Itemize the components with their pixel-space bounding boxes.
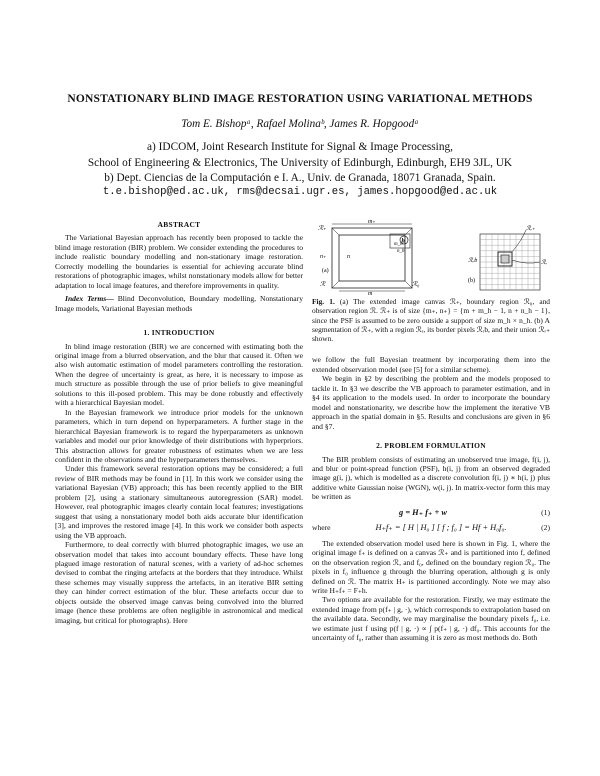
canvas-outer-rect [332, 228, 412, 288]
intro-paragraph-2: In the Bayesian framework we introduce prior models for the unknown parameters, which in turn depend on hyperparameters. A further stage in the hierarchical Bayesian framework is to regard the hyperparameters as unknown variables and model our prior knowledge of their distributions with hyperpriors. This abstraction allows for greater robustness of estimates when we are less confident in the observations and the hyperparameters themselves. [55, 407, 303, 464]
equation-1 [312, 508, 550, 517]
n-plus-label: n₊ [320, 254, 327, 260]
psf-label: h [401, 238, 405, 245]
figure-1-caption [312, 297, 550, 343]
intro-paragraph-3: Under this framework several restoration options may be considered; a full review of BIR methods may be found in [1]. In this work we consider using the variational Bayesian (VB) approach; this has been recently applied to the BIR problem [2], using a stationary simultaneous autoregression (SAR) model. However, real photographic images clearly contain local features; investigations suggest that using a nonstationary model both aids accurate blur identification [3], and improves the restored image [4]. In this work we consider both aspects using the VB approach. [55, 464, 303, 540]
index-terms-text: Blind Deconvolution, Boundary modelling, Nonstationary Image models, Variational Bayesian methods [55, 294, 303, 313]
r0-label: ℛ₀ [412, 281, 420, 288]
equation-1-body: g = H₊ f₊ + w [399, 507, 447, 517]
equation-1-number: (1) [541, 507, 550, 517]
r-plus-label: ℛ₊ [318, 225, 327, 232]
figure-1 [312, 220, 550, 295]
intro-paragraph-4: Furthermore, to deal correctly with blurred photographic images, we use an observation model that takes into account boundary effects. These have long plagued image restoration of natural scenes, with a variety of ad-hoc schemes devised to combat the ringing artefacts at the borders that they introduce. Whilst these schemes may visually suppress the artefacts, in an iterative BIR setting they can hinder correct estimation of the blur. These artefacts occur due to objects outside the observed image canvas being convolved into the blurred image (hence these problems are often negligible in astronomical and medical imaging, but critical for photographs). Here [55, 540, 303, 625]
caption-label: Fig. 1. [312, 297, 335, 306]
equation-2-where: where [312, 523, 331, 533]
rr-pointer [512, 260, 540, 263]
equation-2 [312, 523, 550, 532]
m-plus-label: m₊ [368, 220, 376, 225]
mh-label: m_h [394, 242, 403, 247]
corner-diagonal-bl [332, 281, 339, 288]
segmentation-grid [480, 234, 540, 290]
right-paragraph-3: The BIR problem consists of estimating an unobserved true image, f(i, j), and blur or point-spread function (PSF), h(i, j) from an observed degraded image g(i, j), which is modelled as a discrete convolution f(i, j) ∗ h(i, j) plus additive white Gaussian noise (WGN), w(i, j). In matrix-vector form this may be written as [312, 454, 550, 502]
rr-plus-pointer [512, 230, 526, 252]
author-list: Tom E. Bishopᵃ, Rafael Molinaᵇ, James R. Hopgoodᵃ [181, 118, 419, 130]
region-rr-inner [501, 255, 509, 263]
affiliation-line-1: a) IDCOM, Joint Research Institute for Signal & Image Processing, [147, 141, 453, 153]
email-addresses: t.e.bishop@ed.ac.uk, rms@decsai.ugr.es, james.hopgood@ed.ac.uk [102, 186, 498, 198]
corner-diagonal-br [405, 281, 412, 288]
panel-b-label: (b) [468, 278, 475, 284]
rr-plus-label: ℛᵣ₊ [526, 226, 536, 232]
intro-paragraph-1: In blind image restoration (BIR) we are concerned with estimating both the original image from a blurred observation, and the blur that caused it. Often we also wish automatic estimation of model parameters controlling the restoration. When the degree of uncertainty is great, as here, it is necessary to impose as much structure as possible through the use of prior beliefs to give meaningful solutions to this ill-posed problem. This may be done robustly and effectively with a hierarchical Bayesian model. [55, 341, 303, 408]
right-paragraph-5: Two options are available for the restoration. Firstly, we may estimate the extended image from p(f₊ | g, ·), which corresponds to extrapolation based on the available data. Secondly, we may marginalise the boundary pixels f₀, i.e. we estimate just f using p(f | g, ·) ∝ ∫ p(f₊ | g, ·) df₀. This accounts for the uncertainty of f₀, rather than assuming it is zero as most methods do. Both [312, 595, 550, 643]
abstract-heading: ABSTRACT [157, 220, 201, 229]
right-paragraph-2: We begin in §2 by describing the problem and the models proposed to tackle it. In §3 we describe the VB approach to parameter estimation, and in §4 its application to the models used. In order to incorporate the boundary model and nonstationarity, we describe how the implement the iterative VB approach in the spatial domain in §5. Results and conclusions are given in §6 and §7. [312, 374, 550, 431]
equation-2-number: (2) [541, 523, 550, 533]
abstract-text: The Variational Bayesian approach has recently been proposed to tackle the blind image restoration (BIR) problem. We consider extending the procedures to include realistic boundary modelling and non-stationary image restoration. Correctly modelling the boundaries is essential for achieving accurate blind restorations of photographic images, whilst nonstationary models allow for better adaptation to local image features, and therefore improvements in quality. [55, 233, 303, 290]
introduction-heading: 1. INTRODUCTION [143, 328, 215, 338]
index-terms-label: Index Terms— [65, 294, 114, 304]
corner-diagonal-tl [332, 228, 339, 235]
paper-title: NONSTATIONARY BLIND IMAGE RESTORATION USING VARIATIONAL METHODS [67, 93, 533, 105]
index-terms [55, 294, 303, 313]
r-label: ℛ [320, 281, 326, 288]
nh-label: n_h [397, 249, 405, 254]
affiliation-line-2: School of Engineering & Electronics, The University of Edinburgh, Edinburgh, EH9 3JL, UK [87, 157, 513, 169]
equation-2-body: H₊f₊ = [ H | H₀ ] [ f ; f₀ ] = Hf + H₀f₀. [375, 523, 507, 533]
figure-1-diagram [312, 220, 550, 295]
n-label: n [347, 254, 350, 260]
problem-formulation-heading: 2. PROBLEM FORMULATION [376, 441, 486, 451]
rrb-label: ℛᵣb [468, 258, 478, 264]
right-column [312, 220, 550, 643]
right-paragraph-4: The extended observation model used here is shown in Fig. 1, where the original image f₊ is defined on a canvas ℛ₊ and is partitioned into f, defined on the observation region ℛ, and f₀, defined on the boundary region ℛ₀. The pixels in f₀ influence g through the blurring operation, although g is only defined on ℛ. The matrix H₊ is partitioned accordingly. Note we may also write H₊f₊ = F₊h. [312, 538, 550, 595]
caption-text: (a) The extended image canvas ℛ₊, boundary region ℛ₀, and observation region ℛ. ℛ₊ is of size {m₊, n₊} = {m + m_h − 1, n + n_h − 1}, since the PSF is assumed to be zero outside a support of size m_h × n_h. (b) A segmentation of ℛ₊, with a region ℛᵣ, its border pixels ℛᵣb, and their union ℛᵣ₊ shown. [312, 297, 550, 344]
panel-a-label: (a) [322, 268, 329, 274]
right-paragraph-1: we follow the full Bayesian treatment by incorporating them into the extended observation model (see [5] for a similar scheme). [312, 355, 550, 374]
left-column [55, 220, 303, 625]
rr-label: ℛᵣ [541, 260, 548, 266]
m-label: m [368, 291, 373, 295]
affiliation-line-3: b) Dept. Ciencias de la Computación e I. A., Univ. de Granada, 18071 Granada, Spain. [104, 172, 496, 184]
